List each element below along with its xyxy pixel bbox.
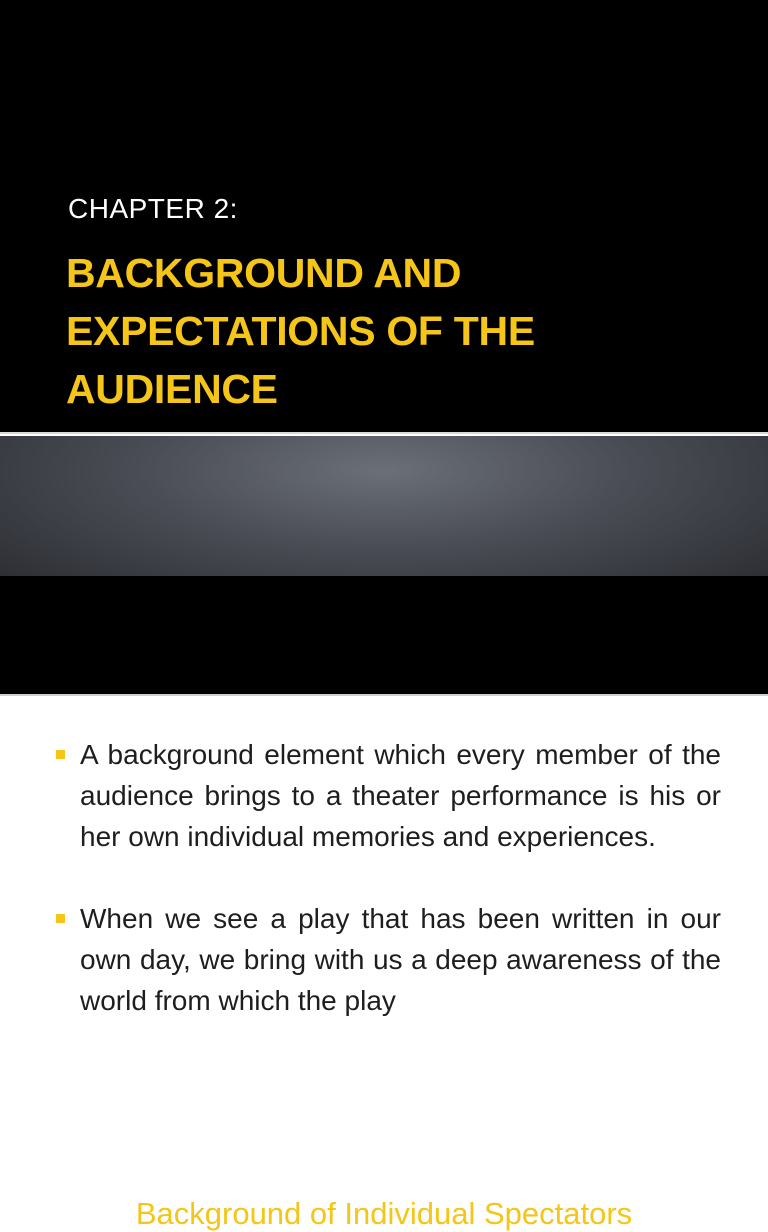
divider bbox=[0, 432, 768, 434]
bullet-marker-icon bbox=[56, 914, 65, 923]
divider bbox=[0, 694, 768, 696]
decorative-gradient-band bbox=[0, 436, 768, 576]
bullet-marker-icon bbox=[56, 750, 65, 759]
title-slide bbox=[0, 0, 768, 432]
slide-title: BACKGROUND AND EXPECTATIONS OF THE AUDIENCE bbox=[66, 250, 535, 412]
chapter-label: CHAPTER 2: bbox=[68, 193, 238, 224]
section-heading: Background of Individual Spectators bbox=[135, 1196, 633, 1231]
bullet-text: A background element which every member of the audience brings to a theater performance is his or her own individual memories and experiences. bbox=[80, 739, 721, 852]
bullet-text: When we see a play that has been written in our own day, we bring with us a deep awareness of the world from which the play bbox=[80, 903, 721, 1016]
